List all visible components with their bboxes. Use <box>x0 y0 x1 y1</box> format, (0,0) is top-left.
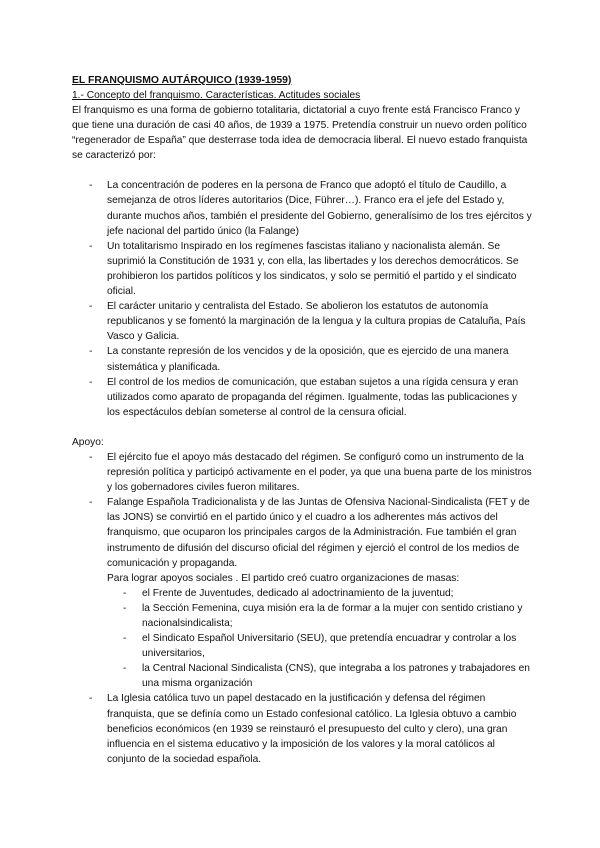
falange-follow-text: Para lograr apoyos sociales . El partido creó cuatro organizaciones de masas: <box>107 572 460 584</box>
spacer <box>72 420 532 435</box>
list-item: - El carácter unitario y centralista del Estado. Se abolieron los estatutos de autonomía republicanos y se fomentó la marginación de la lengua y la cultura propias de Cataluña, País Vasco y Galicia. <box>72 299 532 344</box>
characteristics-list <box>72 178 532 420</box>
document-page <box>72 73 532 767</box>
list-item-ejercito: - El ejército fue el apoyo más destacado del régimen. Se configuró como un instrumento de la represión política y participó activamente en el poder, ya que una buena parte de los ministros y los gobernadores civiles fueron militares. <box>72 450 532 495</box>
sublist-item: - el Sindicato Español Universitario (SEU), que pretendía encuadrar y controlar a los universitarios, <box>107 631 532 661</box>
list-item: - La concentración de poderes en la persona de Franco que adoptó el título de Caudillo, a semejanza de otros líderes autoritarios (Dice, Führer…). Franco era el jefe del Estado y, durante muchos años, también el presidente del Gobierno, generalísimo de los tres ejércitos y jefe nacional del partido único (la Falange) <box>72 178 532 238</box>
spacer <box>72 163 532 178</box>
list-item-falange <box>72 495 532 691</box>
organizaciones-list <box>107 586 532 692</box>
apoyo-label: Apoyo: <box>72 436 104 448</box>
intro-paragraph: El franquismo es una forma de gobierno totalitaria, dictatorial a cuyo frente está Francisco Franco y que tiene una duración de casi 40 años, de 1939 a 1975. Pretendía construir un nuevo orden político “regenerador de España” que desterrase toda idea de democracia liberal. El nuevo estado franquista se caracterizó por: <box>72 105 528 162</box>
list-item: - El control de los medios de comunicación, que estaban sujetos a una rígida censura y eran utilizados como aparato de propaganda del régimen. Igualmente, todas las publicaciones y los espectáculos debían someterse al control de la censura oficial. <box>72 375 532 420</box>
list-item: - La constante represión de los vencidos y de la oposición, que es ejercido de una manera sistemática y planificada. <box>72 344 532 374</box>
sublist-item: - la Sección Femenina, cuya misión era la de formar a la mujer con sentido cristiano y nacionalsindicalista; <box>107 601 532 631</box>
list-item: - Un totalitarismo Inspirado en los regímenes fascistas italiano y nacionalista alemán. Se suprimió la Constitución de 1931 y, con ella, las libertades y los derechos democráticos. Se prohibieron los partidos políticos y los sindicatos, y solo se permitió el partido y el sindicato oficial. <box>72 239 532 299</box>
apoyo-list <box>72 450 532 767</box>
list-item-iglesia: - La Iglesia católica tuvo un papel destacado en la justificación y defensa del régimen franquista, que se definía como un Estado confesional católico. La Iglesia obtuvo a cambio beneficios económicos (en 1939 se reinstauró el presupuesto del culto y clero), una gran influencia en el sistema educativo y la imposición de los valores y la moral católicos al conjunto de la sociedad española. <box>72 691 532 766</box>
section-heading: 1.- Concepto del franquismo. Características. Actitudes sociales <box>72 90 361 101</box>
falange-text: Falange Española Tradicionalista y de las Juntas de Ofensiva Nacional-Sindicalista (FET y de las JONS) se convirtió en el partido único y el cuadro a los adherentes más activos del franquismo, que ocuparon los principales cargos de la Administración. Fue también el gran instrumento de difusión del discurso oficial del régimen y ejerció el control de los medios de comunicación y propaganda. <box>107 497 530 569</box>
sublist-item: - la Central Nacional Sindicalista (CNS), que integraba a los patrones y trabajadores en una misma organización <box>107 661 532 691</box>
sublist-item: - el Frente de Juventudes, dedicado al adoctrinamiento de la juventud; <box>107 586 532 601</box>
document-title: EL FRANQUISMO AUTÁRQUICO (1939-1959) <box>72 75 292 86</box>
